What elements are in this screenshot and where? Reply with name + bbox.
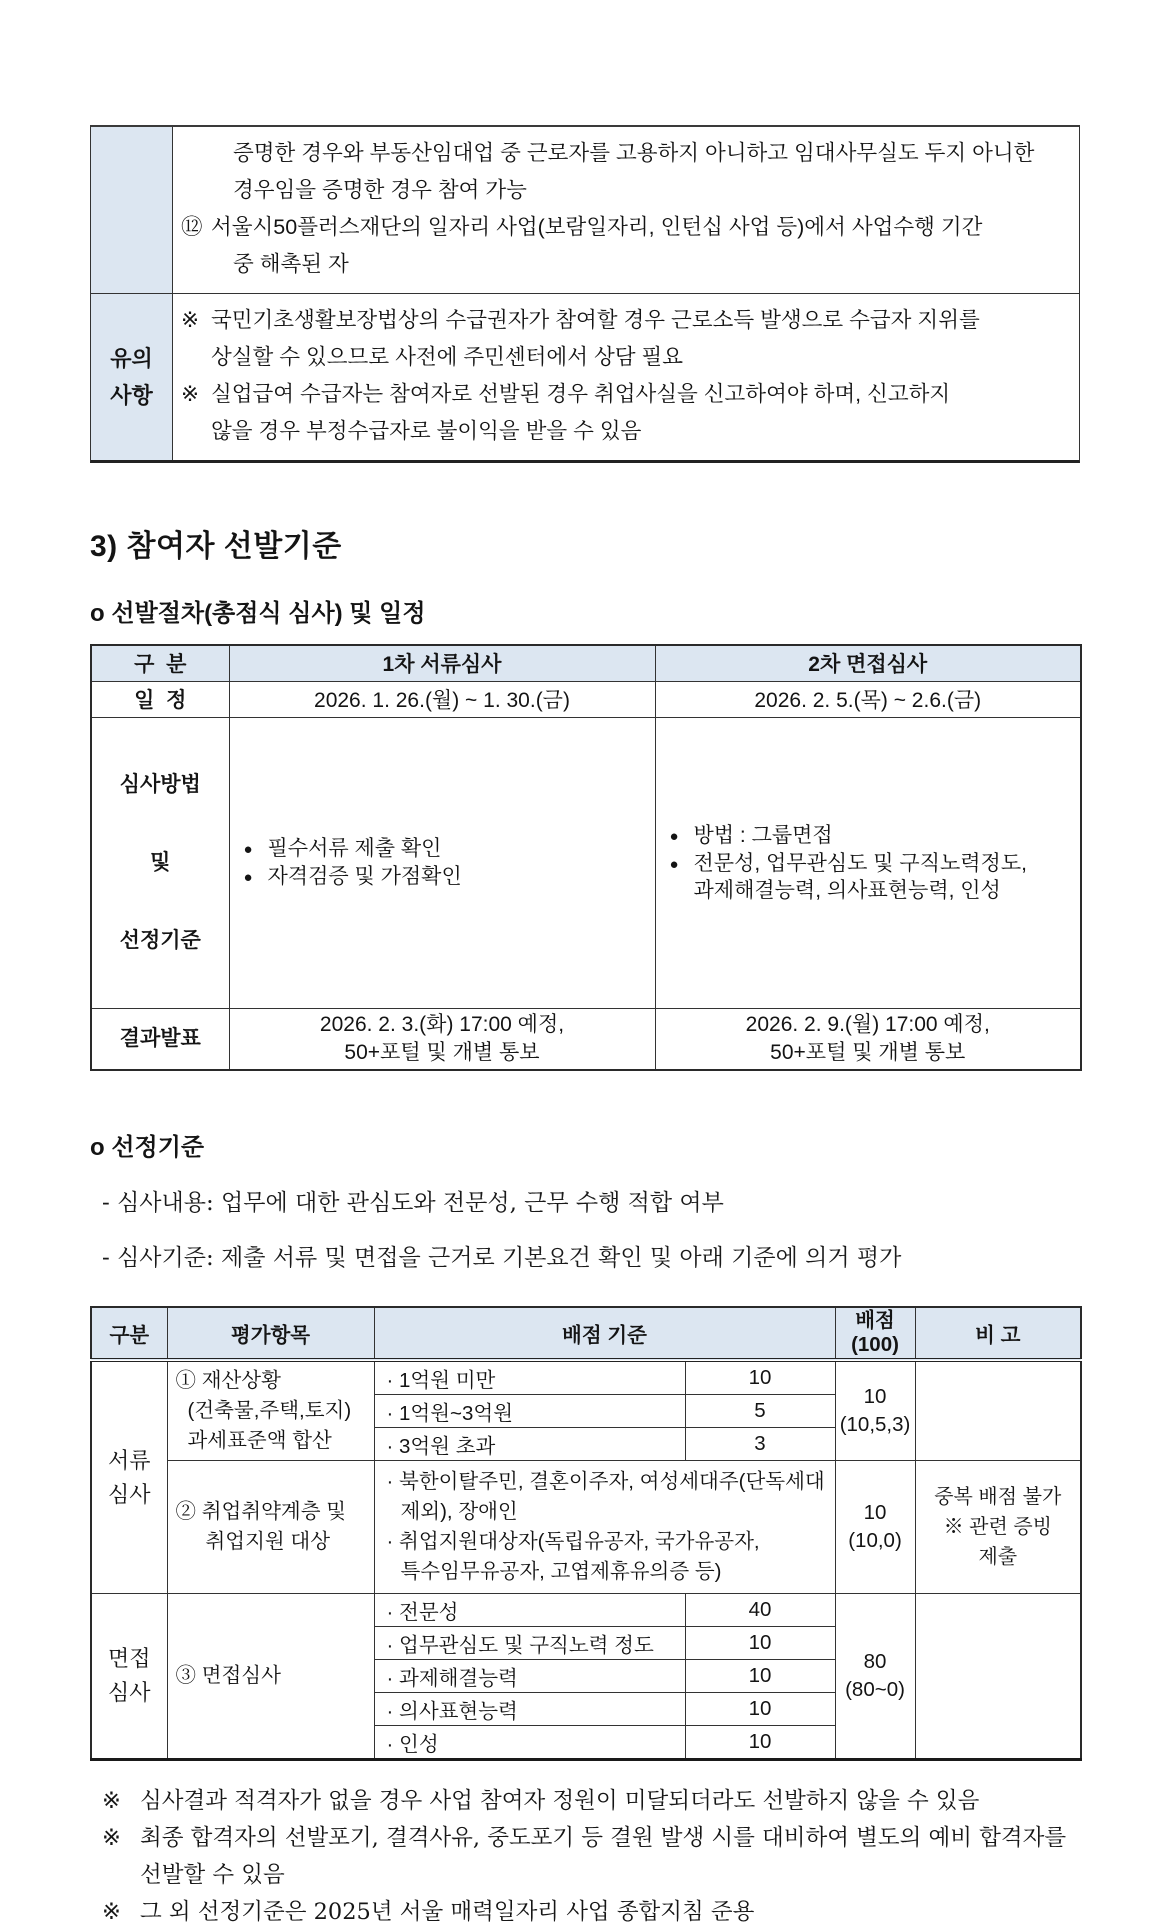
disqualification-row-label: [91, 127, 173, 293]
item3-points: 80 (80~0): [835, 1594, 915, 1760]
bullet-icon: ●: [243, 840, 253, 858]
schedule-result-row: [91, 1008, 1081, 1070]
footer-note-2: ※ 최종 합격자의 선발포기, 결격사유, 중도포기 등 결원 발생 시를 대비하여 별도의 예비 합격자를 선발할 수 있음: [102, 1820, 1080, 1894]
asset-row-1: [91, 1360, 1081, 1395]
schedule-date-label: 일 정: [91, 681, 229, 717]
caution-row: [91, 293, 1079, 460]
interview-score-3: 10: [685, 1660, 835, 1693]
item12-line2: 중 해촉된 자: [233, 252, 349, 276]
round1-method-item1: 필수서류 제출 확인: [267, 836, 442, 860]
schedule-method-label: 심사방법 및 선정기준: [91, 717, 229, 1008]
interview-score-4: 10: [685, 1693, 835, 1726]
criteria-header-standard: 배점 기준: [374, 1307, 835, 1360]
interview-desc-4: · 의사표현능력: [374, 1693, 685, 1726]
reference-mark-icon: ※: [181, 308, 200, 332]
schedule-date-row: [91, 681, 1081, 717]
criteria-header-category: 구분: [91, 1307, 167, 1360]
asset-score-1: 10: [685, 1360, 835, 1395]
round2-result: 2026. 2. 9.(월) 17:00 예정, 50+포털 및 개별 통보: [655, 1008, 1081, 1070]
item2-title: ② 취업취약계층 및 취업지원 대상: [167, 1461, 374, 1594]
document-page: [90, 0, 1080, 1931]
interview-desc-5: · 인성: [374, 1726, 685, 1760]
interview-score-2: 10: [685, 1627, 835, 1660]
criteria-header-points: 배점 (100): [835, 1307, 915, 1360]
schedule-header-row: [91, 645, 1081, 681]
round2-date: 2026. 2. 5.(목) ~ 2.6.(금): [655, 681, 1081, 717]
group-doc-label: 서류 심사: [91, 1360, 167, 1594]
round1-result: 2026. 2. 3.(화) 17:00 예정, 50+포털 및 개별 통보: [229, 1008, 655, 1070]
round1-method-item2: 자격검증 및 가점확인: [267, 864, 462, 888]
item1-remark: [915, 1360, 1081, 1461]
disqualification-item-12: [181, 209, 1069, 283]
disqualification-cont-line2: 경우임을 증명한 경우 참여 가능: [233, 178, 527, 202]
item12-line1: 서울시50플러스재단의 일자리 사업(보람일자리, 인턴십 사업 등)에서 사업수행 기간: [211, 215, 983, 239]
disqualification-row: [91, 127, 1079, 293]
caution-note1-line2: 상실할 수 있으므로 사전에 주민센터에서 상담 필요: [211, 345, 683, 369]
caution-note1-line1: 국민기초생활보장법상의 수급권자가 참여할 경우 근로소득 발생으로 수급자 지위를: [211, 308, 980, 332]
caution-label-line2: 사항: [110, 383, 153, 408]
round2-method-item1: 방법 : 그룹면접: [693, 823, 833, 847]
item2-remark: 중복 배점 불가 ※ 관련 증빙 제출: [915, 1461, 1081, 1594]
group-interview-label: 면접 심사: [91, 1594, 167, 1760]
interview-row-1: [91, 1594, 1081, 1627]
criteria-header-item: 평가항목: [167, 1307, 374, 1360]
reference-mark-icon: ※: [102, 1788, 121, 1814]
schedule-method-row: [91, 717, 1081, 1008]
criteria-header-row: [91, 1307, 1081, 1360]
item1-points: 10 (10,5,3): [835, 1360, 915, 1461]
schedule-result-label: 결과발표: [91, 1008, 229, 1070]
criteria-header-remark: 비 고: [915, 1307, 1081, 1360]
item2-desc: · 북한이탈주민, 결혼이주자, 여성세대주(단독세대 제외), 장애인 · 취업지원대상자(독립유공자, 국가유공자, 특수임무유공자, 고엽제휴유의증 등): [374, 1461, 835, 1594]
interview-desc-2: · 업무관심도 및 구직노력 정도: [374, 1627, 685, 1660]
round2-method-item2-line1: 전문성, 업무관심도 및 구직노력정도,: [693, 851, 1027, 875]
asset-desc-1: · 1억원 미만: [374, 1360, 685, 1395]
asset-desc-3: · 3억원 초과: [374, 1428, 685, 1461]
sub-heading-procedure: o 선발절차(총점식 심사) 및 일정: [90, 600, 426, 627]
interview-desc-1: · 전문성: [374, 1594, 685, 1627]
asset-score-3: 3: [685, 1428, 835, 1461]
reference-mark-icon: ※: [102, 1899, 121, 1925]
schedule-table: [90, 644, 1082, 1071]
interview-score-5: 10: [685, 1726, 835, 1760]
item2-points: 10 (10,0): [835, 1461, 915, 1594]
schedule-header-category: 구 분: [91, 645, 229, 681]
criteria-table: [90, 1306, 1082, 1761]
bullet-icon: ●: [669, 855, 679, 873]
item3-title: ③ 면접심사: [167, 1594, 374, 1760]
asset-desc-2: · 1억원~3억원: [374, 1395, 685, 1428]
round1-date: 2026. 1. 26.(월) ~ 1. 30.(금): [229, 681, 655, 717]
item1-title: ① 재산상황 (건축물,주택,토지) 과세표준액 합산: [167, 1360, 374, 1461]
footer-note-3: ※ 그 외 선정기준은 2025년 서울 매력일자리 사업 종합지침 준용: [102, 1894, 1080, 1931]
bullet-icon: ●: [669, 827, 679, 845]
bullet-icon: ●: [243, 868, 253, 886]
reference-mark-icon: ※: [102, 1825, 121, 1851]
vulnerable-row: [91, 1461, 1081, 1594]
disqualification-row-content: [173, 127, 1079, 293]
caution-note2-line2: 않을 경우 부정수급자로 불이익을 받을 수 있음: [211, 419, 642, 443]
disqualification-cont-line1: 증명한 경우와 부동산임대업 중 근로자를 고용하지 아니하고 임대사무실도 두지 아니한: [233, 141, 1035, 165]
footer-note-1: ※ 심사결과 적격자가 없을 경우 사업 참여자 정원이 미달되더라도 선발하지 않을 수 있음: [102, 1783, 1080, 1820]
caution-row-label: [91, 294, 173, 460]
caution-note2: [181, 376, 1069, 450]
criteria-standard-line: - 심사기준: 제출 서류 및 면접을 근거로 기본요건 확인 및 아래 기준에 의거 평가: [102, 1245, 902, 1271]
sub-heading-criteria: o 선정기준: [90, 1134, 205, 1161]
section-heading: 3) 참여자 선발기준: [90, 530, 342, 563]
caution-row-content: [173, 294, 1079, 460]
schedule-header-round1: 1차 서류심사: [229, 645, 655, 681]
caution-note1: [181, 302, 1069, 376]
criteria-content-line: - 심사내용: 업무에 대한 관심도와 전문성, 근무 수행 적합 여부: [102, 1190, 724, 1216]
interview-desc-3: · 과제해결능력: [374, 1660, 685, 1693]
schedule-header-round2: 2차 면접심사: [655, 645, 1081, 681]
notice-table: [90, 125, 1080, 463]
item12-number-marker: ⑫: [181, 215, 203, 239]
round2-method-item2-line2: 과제해결능력, 의사표현능력, 인성: [693, 878, 1001, 902]
asset-score-2: 5: [685, 1395, 835, 1428]
caution-label-line1: 유의: [110, 346, 153, 371]
footer-notes: [90, 1783, 1080, 1931]
round1-method: [229, 717, 655, 1008]
reference-mark-icon: ※: [181, 382, 200, 406]
item3-remark: [915, 1594, 1081, 1760]
interview-score-1: 40: [685, 1594, 835, 1627]
round2-method: [655, 717, 1081, 1008]
caution-note2-line1: 실업급여 수급자는 참여자로 선발된 경우 취업사실을 신고하여야 하며, 신고하지: [211, 382, 951, 406]
